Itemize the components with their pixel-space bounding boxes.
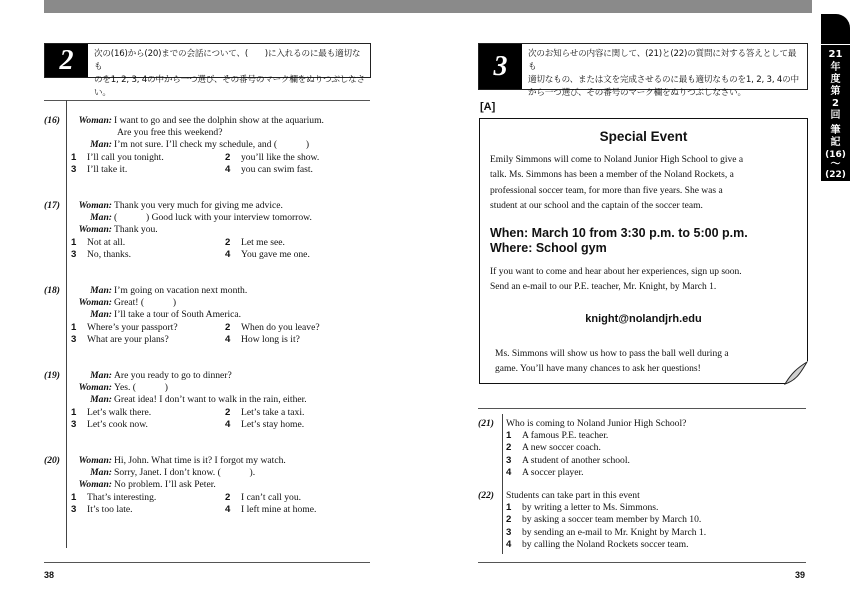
question-19 bbox=[44, 370, 374, 431]
option-number: 3 bbox=[71, 163, 77, 175]
option-number: 1 bbox=[71, 491, 77, 503]
dialogue-line: ( ) Good luck with your interview tomorrow. bbox=[114, 212, 312, 224]
option-number: 2 bbox=[225, 491, 231, 503]
option-number: 2 bbox=[225, 321, 231, 333]
contact-email: knight@nolandjrh.edu bbox=[585, 313, 702, 325]
option-3[interactable]: I’ll take it. bbox=[87, 163, 128, 175]
side-text: 記 bbox=[830, 137, 841, 148]
question-16 bbox=[44, 115, 374, 176]
speaker: Woman: bbox=[78, 455, 112, 466]
question-number: (17) bbox=[44, 200, 60, 211]
instruction-line: 適切なもの、または文を完成させるのに最も適切なものを1, 2, 3, 4の中 bbox=[528, 75, 799, 85]
option-number: 1 bbox=[506, 430, 512, 442]
page-number-right: 39 bbox=[795, 570, 806, 580]
dialogue-line: I want to go and see the dolphin show at the aquarium. bbox=[114, 115, 324, 126]
side-text: 筆 bbox=[830, 125, 841, 136]
event-when: When: March 10 from 3:30 p.m. to 5:00 p.m. bbox=[490, 226, 748, 240]
option-1[interactable]: Where’s your passport? bbox=[87, 321, 178, 333]
option-2[interactable]: by asking a soccer team member by March 10. bbox=[522, 514, 702, 526]
side-tab-corner bbox=[821, 14, 850, 44]
question-stem: Students can take part in this event bbox=[506, 490, 640, 501]
question-number: (22) bbox=[478, 490, 494, 501]
option-4[interactable]: Let’s stay home. bbox=[241, 418, 305, 430]
question-22 bbox=[478, 490, 808, 551]
speaker: Woman: bbox=[78, 479, 112, 491]
option-number: 2 bbox=[225, 151, 231, 163]
bottom-rule bbox=[44, 562, 370, 563]
section-index-tab bbox=[821, 45, 850, 181]
option-number: 4 bbox=[225, 503, 231, 515]
question-number: (18) bbox=[44, 285, 60, 296]
question-number: (20) bbox=[44, 455, 60, 466]
speaker: Man: bbox=[90, 309, 112, 321]
option-number: 1 bbox=[71, 236, 77, 248]
instruction-line: のを1, 2, 3, 4の中から一つ選び、その番号のマーク欄をぬりつぶしなさい。 bbox=[94, 75, 365, 98]
option-number: 3 bbox=[506, 454, 512, 466]
option-number: 2 bbox=[506, 442, 512, 454]
option-number: 2 bbox=[225, 406, 231, 418]
event-where: Where: School gym bbox=[490, 241, 607, 255]
text-line: professional soccer team, for more than five years. She was a bbox=[490, 185, 723, 196]
dialogue-line: Thank you. bbox=[114, 224, 158, 236]
question-stem: Who is coming to Noland Junior High School? bbox=[506, 418, 687, 429]
notice-title: Special Event bbox=[599, 129, 688, 144]
speaker: Woman: bbox=[78, 200, 112, 211]
section-instructions bbox=[528, 48, 803, 100]
event-notice bbox=[479, 118, 808, 384]
text-line: talk. Ms. Simmons has been a member of the Noland Rockets, a bbox=[490, 170, 734, 181]
option-1[interactable]: That’s interesting. bbox=[87, 491, 157, 503]
option-number: 2 bbox=[506, 514, 512, 526]
side-text: 年 bbox=[830, 62, 841, 73]
section-number: 3 bbox=[479, 44, 522, 89]
option-number: 3 bbox=[71, 248, 77, 260]
option-number: 4 bbox=[506, 466, 512, 478]
option-number: 4 bbox=[225, 418, 231, 430]
instruction-line: 次の(16)から(20)までの会話について、( )に入れるのに最も適切なも bbox=[94, 49, 361, 72]
speaker: Woman: bbox=[78, 297, 112, 309]
dialogue-line: I’m not sure. I’ll check my schedule, and ( ) bbox=[114, 139, 310, 151]
dialogue-line: Are you ready to go to dinner? bbox=[114, 370, 232, 381]
top-gray-bar bbox=[44, 0, 812, 13]
option-4[interactable]: You gave me one. bbox=[241, 248, 310, 260]
option-number: 4 bbox=[225, 163, 231, 175]
event-time-place bbox=[490, 226, 748, 256]
text-line: If you want to come and hear about her experiences, sign up soon. bbox=[490, 267, 742, 277]
option-2[interactable]: A new soccer coach. bbox=[522, 442, 601, 454]
speaker: Woman: bbox=[78, 115, 112, 126]
option-1[interactable]: Not at all. bbox=[87, 236, 126, 248]
option-number: 4 bbox=[225, 248, 231, 260]
option-1[interactable]: Let’s walk there. bbox=[87, 406, 152, 418]
section-instructions bbox=[94, 48, 366, 100]
side-text: 回 bbox=[830, 110, 841, 121]
side-text: 第 bbox=[830, 86, 841, 97]
notice-paragraph bbox=[490, 153, 743, 215]
option-4[interactable]: by calling the Noland Rockets soccer team. bbox=[522, 538, 689, 550]
speaker: Woman: bbox=[78, 224, 112, 236]
dialogue-line: Yes. ( ) bbox=[114, 382, 168, 394]
option-number: 3 bbox=[71, 503, 77, 515]
option-number: 2 bbox=[225, 236, 231, 248]
instruction-line: から一つ選び、その番号のマーク欄をぬりつぶしなさい。 bbox=[528, 88, 746, 98]
dialogue-line: Hi, John. What time is it? I forgot my watch. bbox=[114, 455, 286, 466]
speaker: Man: bbox=[90, 394, 112, 406]
dialogue-line: I’m going on vacation next month. bbox=[114, 285, 248, 296]
text-line: game. You’ll have many chances to ask her questions! bbox=[495, 364, 701, 375]
option-number: 1 bbox=[71, 406, 77, 418]
section-2-header bbox=[44, 43, 371, 98]
option-3[interactable]: Let’s cook now. bbox=[87, 418, 148, 430]
notice-paragraph bbox=[495, 347, 729, 378]
text-line: Emily Simmons will come to Noland Junior High School to give a bbox=[490, 155, 744, 165]
speaker: Woman: bbox=[78, 382, 112, 394]
option-4[interactable]: I left mine at home. bbox=[241, 503, 317, 515]
text-line: student at our school and the captain of the soccer team. bbox=[490, 201, 703, 212]
side-text: (16) bbox=[825, 150, 846, 160]
option-2[interactable]: I can’t call you. bbox=[241, 491, 302, 503]
speaker: Man: bbox=[90, 139, 112, 151]
option-4[interactable]: you can swim fast. bbox=[241, 163, 313, 175]
question-21 bbox=[478, 418, 808, 479]
option-2[interactable]: Let’s take a taxi. bbox=[241, 406, 305, 418]
text-line: Send an e-mail to our P.E. teacher, Mr. Knight, by March 1. bbox=[490, 282, 717, 293]
dialogue-line: Great idea! I don’t want to walk in the rain, either. bbox=[114, 394, 307, 406]
section-3-header bbox=[478, 43, 808, 98]
dialogue-line: Are you free this weekend? bbox=[117, 127, 223, 139]
option-number: 3 bbox=[506, 526, 512, 538]
question-number: (21) bbox=[478, 418, 494, 429]
option-number: 4 bbox=[225, 333, 231, 345]
dialogue-line: No problem. I’ll ask Peter. bbox=[114, 479, 216, 491]
side-text: 21 bbox=[828, 49, 843, 60]
passage-label: [A] bbox=[480, 101, 496, 113]
option-2[interactable]: Let me see. bbox=[241, 236, 285, 248]
question-20 bbox=[44, 455, 374, 516]
bottom-rule bbox=[478, 562, 806, 563]
option-number: 3 bbox=[71, 418, 77, 430]
section-number: 2 bbox=[45, 44, 88, 77]
option-1[interactable]: by writing a letter to Ms. Simmons. bbox=[522, 502, 659, 514]
option-3[interactable]: What are your plans? bbox=[87, 333, 169, 345]
option-3[interactable]: No, thanks. bbox=[87, 248, 131, 260]
option-number: 4 bbox=[506, 538, 512, 550]
speaker: Man: bbox=[90, 285, 112, 296]
question-18 bbox=[44, 285, 374, 346]
option-1[interactable]: I’ll call you tonight. bbox=[87, 151, 164, 163]
dialogue-line: Sorry, Janet. I don’t know. ( ). bbox=[114, 467, 256, 479]
option-number: 1 bbox=[71, 321, 77, 333]
option-3[interactable]: by sending an e-mail to Mr. Knight by March 1. bbox=[522, 526, 707, 538]
side-text: 度 bbox=[830, 74, 841, 85]
option-3[interactable]: A student of another school. bbox=[522, 454, 630, 466]
speaker: Man: bbox=[90, 467, 112, 479]
option-number: 3 bbox=[71, 333, 77, 345]
side-text: (22) bbox=[825, 170, 846, 180]
option-number: 1 bbox=[506, 502, 512, 514]
question-number: (19) bbox=[44, 370, 60, 381]
option-3[interactable]: It’s too late. bbox=[87, 503, 133, 515]
divider bbox=[478, 408, 806, 409]
side-text: 2 bbox=[832, 98, 839, 109]
side-text: 〜 bbox=[830, 159, 841, 170]
speaker: Man: bbox=[90, 212, 112, 224]
speaker: Man: bbox=[90, 370, 112, 381]
dialogue-line: I’ll take a tour of South America. bbox=[114, 309, 242, 321]
dialogue-line: Thank you very much for giving me advice. bbox=[114, 200, 283, 211]
option-4[interactable]: A soccer player. bbox=[522, 466, 584, 478]
text-line: Ms. Simmons will show us how to pass the ball well during a bbox=[495, 349, 729, 359]
dialogue-line: Great! ( ) bbox=[114, 297, 177, 309]
divider bbox=[44, 100, 370, 101]
question-number: (16) bbox=[44, 115, 60, 126]
option-4[interactable]: How long is it? bbox=[241, 333, 300, 345]
page-curl-icon bbox=[783, 360, 809, 386]
option-2[interactable]: When do you leave? bbox=[241, 321, 320, 333]
notice-paragraph bbox=[490, 265, 742, 296]
option-number: 1 bbox=[71, 151, 77, 163]
option-1[interactable]: A famous P.E. teacher. bbox=[522, 430, 609, 442]
page-number-left: 38 bbox=[44, 570, 55, 580]
instruction-line: 次のお知らせの内容に関して、(21)と(22)の質問に対する答えとして最も bbox=[528, 49, 797, 72]
question-17 bbox=[44, 200, 374, 261]
option-2[interactable]: you’ll like the show. bbox=[241, 151, 320, 163]
